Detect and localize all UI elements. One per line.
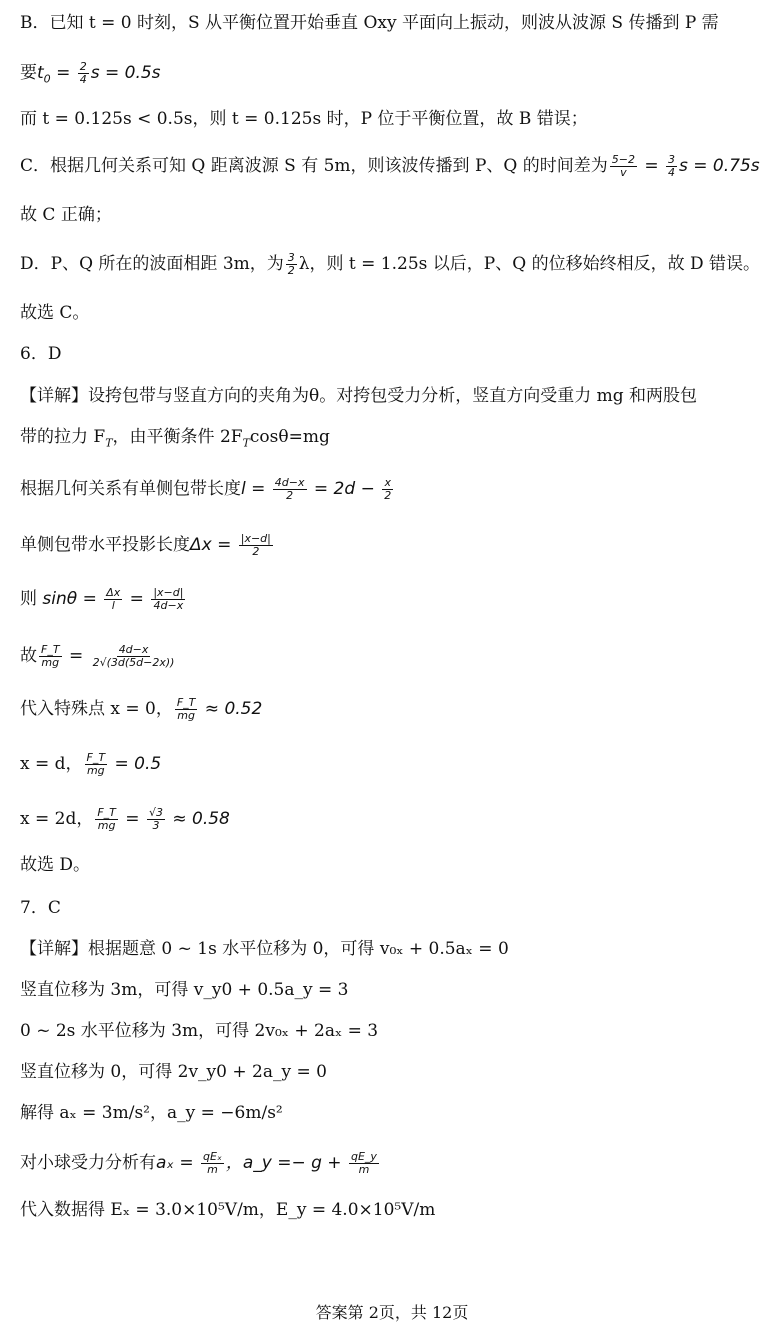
fraction: $\frac{qE\_y}{m}$ — [350, 1150, 377, 1176]
text-line-c: C．根据几何关系可知 Q 距离波源 S 有 5m，则该波传播到 P、Q 的时间差为 $\frac{5-2}{v}$ = $\frac{3}{4}$ s = 0.75s — [20, 153, 760, 179]
fraction: $\frac{2}{4}$ — [79, 60, 87, 86]
fraction: $\frac{√3}{3}$ — [148, 806, 163, 832]
fraction: $\frac{3}{2}$ — [287, 251, 295, 277]
fraction: $\frac{\text{qEₓ}}{m}$ — [203, 1150, 222, 1176]
fraction: $\frac{F\_T}{mg}$ — [86, 751, 106, 777]
text-line-d: D．P、Q 所在的波面相距 3m，为 $\frac{3}{2}$ λ，则 t = 1.25s 以后，P、Q 的位移始终相反，故 D 错误。 — [20, 251, 761, 277]
text-line-ratio: 故 $\frac{F\_T}{mg}$ = $\frac{4d-x}{2√(3d(5d-2x))}$ — [20, 643, 175, 669]
fraction: $\frac{|x-d|}{2}$ — [240, 532, 271, 558]
fraction: $\frac{4d-x}{2√(3d(5d-2x))}$ — [92, 643, 175, 669]
text-line-x0: 代入特殊点 x = 0， $\frac{F\_T}{mg}$ ≈ 0.52 — [20, 696, 263, 722]
fraction: $\frac{F\_T}{mg}$ — [97, 806, 116, 832]
text-line-choose-c: 故选 C。 — [20, 303, 90, 323]
text-line-vertical-3m: 竖直位移为 3m，可得 v_y0 + 0.5a_y = 3 — [20, 980, 349, 1000]
text-line-vertical-0: 竖直位移为 0，可得 2v_y0 + 2a_y = 0 — [20, 1062, 327, 1082]
fraction: $\frac{|x-d|}{4d-x}$ — [153, 586, 184, 612]
text-line-x2d: x = 2d， $\frac{F\_T}{mg}$ = $\frac{√3}{3}$ ≈ 0.58 — [20, 806, 230, 832]
fraction: $\frac{3}{4}$ — [668, 153, 676, 179]
fraction: $\frac{\Delta x}{l}$ — [106, 586, 121, 612]
text-line-projection: 单侧包带水平投影长度Δx = $\frac{|x-d|}{2}$ — [20, 532, 271, 558]
text-line-t0: 要$t_0$ = $\frac{2}{4}$ s = 0.5s — [20, 60, 161, 86]
text-line-result: 代入数据得 Eₓ = 3.0×10⁵V/m，E_y = 4.0×10⁵V/m — [20, 1200, 436, 1220]
text-line-force: 对小球受力分析有aₓ = $\frac{\text{qEₓ}}{m}$ ，a_y =− g + $\frac{qE\_y}{m}$ — [20, 1150, 377, 1176]
text-line-solve: 解得 aₓ = 3m/s²，a_y = −6m/s² — [20, 1103, 283, 1123]
text-line-b: B．已知 t = 0 时刻，S 从平衡位置开始垂直 Oxy 平面向上振动，则波从波源 S 传播到 P 需 — [20, 13, 719, 33]
text-line-xd: x = d， $\frac{F\_T}{mg}$ = 0.5 — [20, 751, 162, 777]
question-7-answer: 7．C — [20, 898, 61, 918]
text-line-sin: 则 sinθ = $\frac{\Delta x}{l}$ = $\frac{|x-d|}{4d-x}$ — [20, 586, 184, 612]
text-line-tension: 带的拉力 $F_T$，由平衡条件 $2F_T\cos\theta=mg$ — [20, 427, 330, 450]
text-line-detail-6: 【详解】设挎包带与竖直方向的夹角为θ。对挎包受力分析，竖直方向受重力 mg 和两股包 — [20, 386, 698, 406]
fraction: $\frac{F\_T}{mg}$ — [176, 696, 196, 722]
text-line-detail-7: 【详解】根据题意 0 ~ 1s 水平位移为 0，可得 v₀ₓ + 0.5aₓ = 0 — [20, 939, 509, 959]
text-line-p-balance: 而 t = 0.125s < 0.5s，则 t = 0.125s 时，P 位于平衡位置，故 B 错误； — [20, 109, 588, 129]
fraction: $\frac{F\_T}{mg}$ — [41, 643, 60, 669]
text-line-horizontal-3m: 0 ~ 2s 水平位移为 3m，可得 2v₀ₓ + 2aₓ = 3 — [20, 1021, 379, 1041]
question-6-answer: 6．D — [20, 344, 62, 364]
page-footer: 答案第 2页，共 12页 — [315, 1303, 469, 1322]
text-line-c-correct: 故 C 正确； — [20, 205, 112, 225]
fraction: $\frac{5-2}{v}$ — [611, 153, 635, 179]
fraction: $\frac{4d-x}{2}$ — [274, 476, 305, 502]
fraction: $\frac{x}{2}$ — [384, 476, 392, 502]
text-line-length: 根据几何关系有单侧包带长度l = $\frac{4d-x}{2}$ = 2d − $\frac{x}{2}$ — [20, 476, 392, 502]
text-line-choose-d: 故选 D。 — [20, 855, 91, 875]
